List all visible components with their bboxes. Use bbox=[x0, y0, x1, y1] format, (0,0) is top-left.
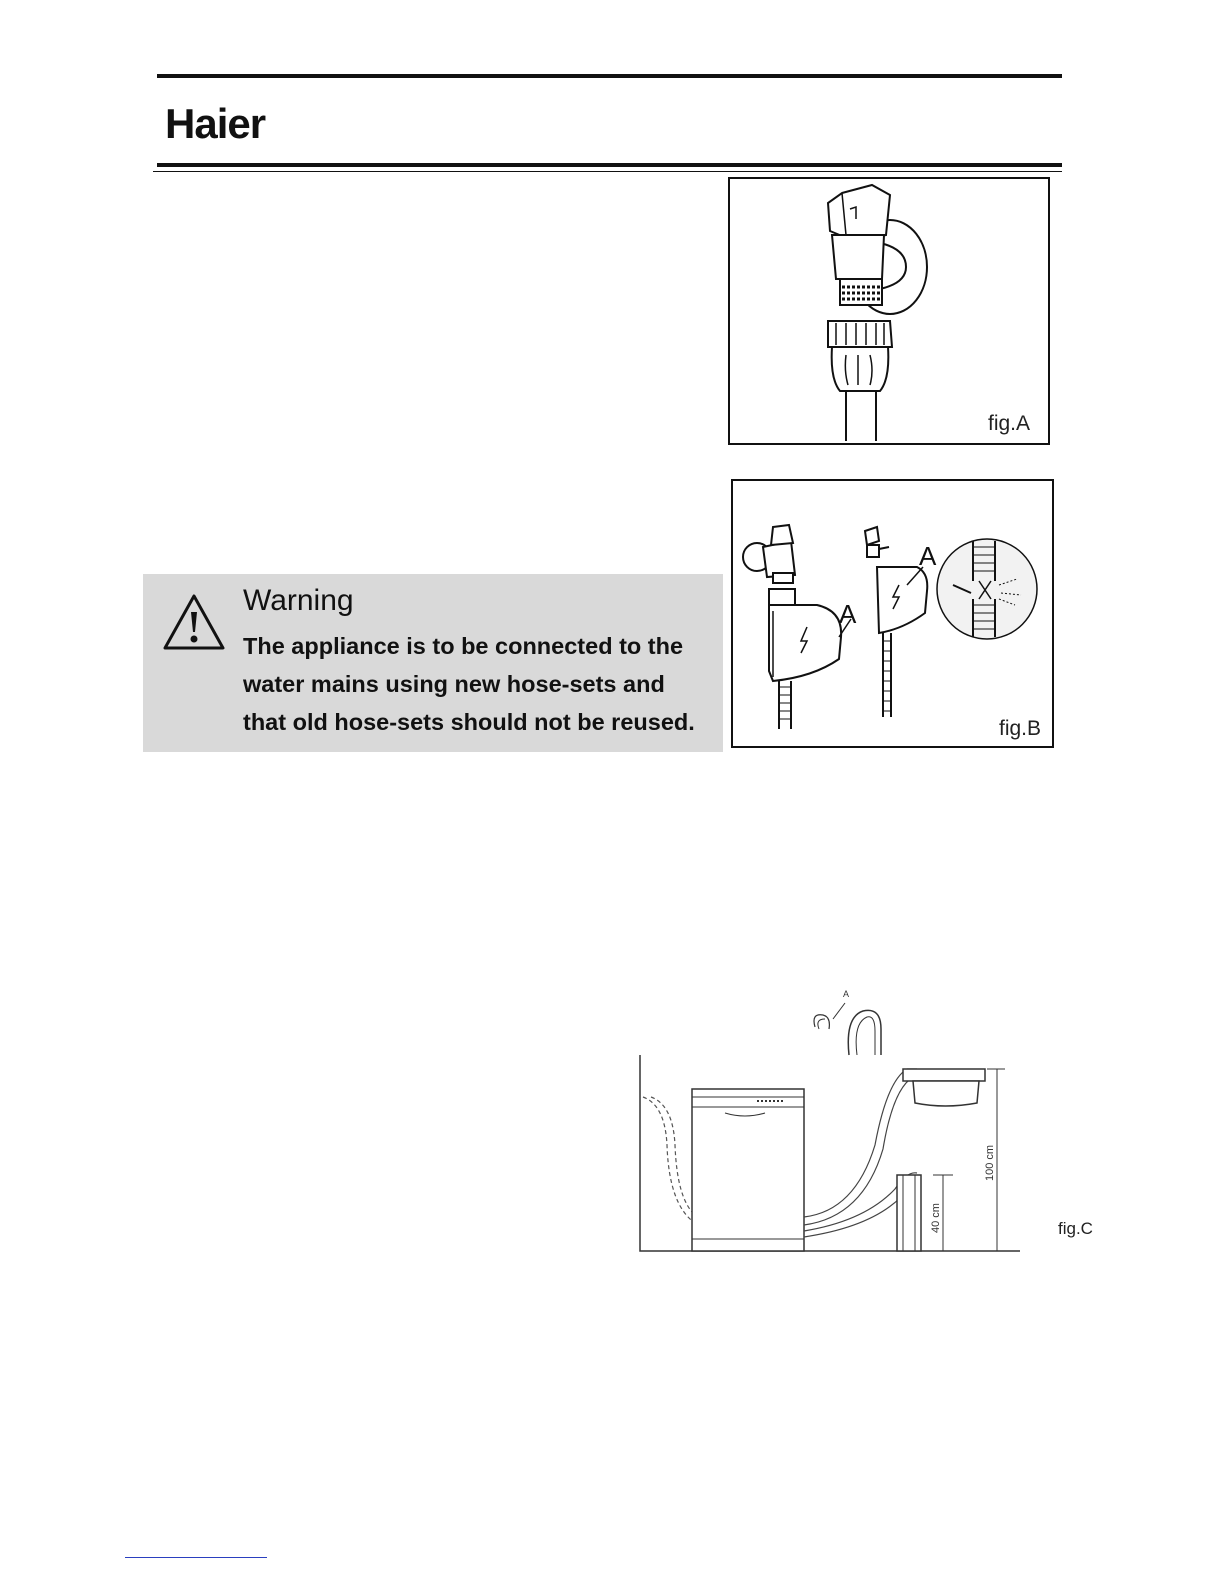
fig-c-label: fig.C bbox=[1058, 1219, 1093, 1238]
figure-b bbox=[731, 479, 1054, 748]
brand-logo: Haier bbox=[165, 100, 266, 147]
fig-c-callout-a: A bbox=[843, 989, 850, 999]
fig-c-drain-illustration bbox=[625, 985, 1100, 1260]
fig-b-label: fig.B bbox=[999, 717, 1042, 740]
header-bottom-thin-rule bbox=[153, 171, 1062, 172]
warning-line: water mains using new hose-sets and bbox=[243, 671, 665, 697]
warning-box bbox=[143, 574, 723, 752]
warning-text bbox=[243, 627, 713, 741]
fig-b-callout-a-left: A bbox=[839, 599, 857, 629]
fig-b-callout-a-right: A bbox=[919, 541, 937, 571]
figure-a bbox=[728, 177, 1050, 445]
fig-c-dimension-100cm: 100 cm bbox=[984, 1144, 996, 1181]
header-top-rule bbox=[157, 74, 1062, 78]
figure-c bbox=[625, 985, 1100, 1260]
warning-line: The appliance is to be connected to the bbox=[243, 633, 684, 659]
fig-a-tap-illustration bbox=[730, 179, 1048, 443]
fig-c-dimension-40cm: 40 cm bbox=[930, 1203, 942, 1233]
warning-triangle-icon bbox=[161, 592, 227, 652]
header-bottom-rule bbox=[157, 163, 1062, 167]
footer-link-underline bbox=[125, 1557, 267, 1558]
warning-title: Warning bbox=[243, 584, 354, 617]
fig-b-aquastop-illustration bbox=[733, 481, 1052, 746]
warning-line: that old hose-sets should not be reused. bbox=[243, 709, 695, 735]
fig-a-label: fig.A bbox=[988, 412, 1031, 435]
